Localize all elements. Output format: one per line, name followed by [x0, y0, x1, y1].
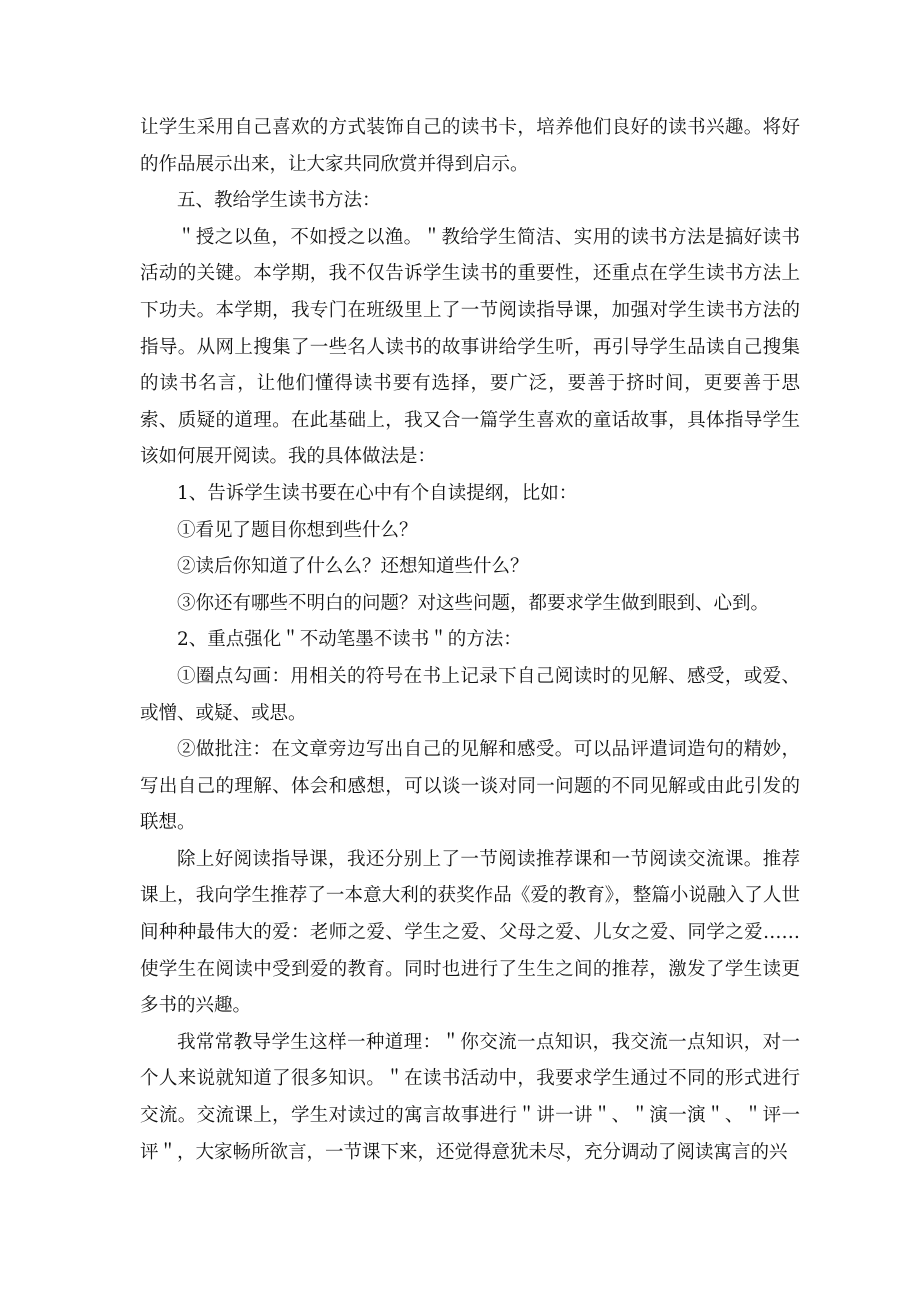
paragraph-exchange-class: 我常常教导学生这样一种道理：＂你交流一点知识，我交流一点知识，对一个人来说就知道了很多知识。＂在读书活动中，我要求学生通过不同的形式进行交流。交流课上，学生对读过的寓言故事进行＂讲一讲＂、＂演一演＂、＂评一评＂，大家畅所欲言，一节课下来，还觉得意犹未尽，充分调动了阅读寓言的兴 [140, 1031, 800, 1163]
list-heading-pen-reading: 2、重点强化＂不动笔墨不读书＂的方法： [177, 629, 522, 651]
paragraph-recommendation-class: 除上好阅读指导课，我还分别上了一节阅读推荐课和一节阅读交流课。推荐课上，我向学生推荐了一本意大利的获奖作品《爱的教育》，整篇小说融入了人世间种种最伟大的爱：老师之爱、学生之爱、父母之爱、儿女之爱、同学之爱……使学生在阅读中受到爱的教育。同时也进行了生生之间的推荐，激发了学生读更多书的兴趣。 [140, 848, 800, 1017]
list-item-questions: ③你还有哪些不明白的问题？对这些问题，都要求学生做到眼到、心到。 [177, 592, 770, 614]
paragraph-teach-fishing: ＂授之以鱼，不如授之以渔。＂教给学生简洁、实用的读书方法是搞好读书活动的关键。本学期，我不仅告诉学生读书的重要性，还重点在学生读书方法上下功夫。本学期，我专门在班级里上了一节阅读指导课，加强对学生读书方法的指导。从网上搜集了一些名人读书的故事讲给学生听，再引导学生品读自己搜集的读书名言，让他们懂得读书要有选择，要广泛，要善于挤时间，更要善于思索、质疑的道理。在此基础上，我又合一篇学生喜欢的童话故事，具体指导学生该如何展开阅读。我的具体做法是： [140, 226, 800, 468]
paragraph-reading-card: 让学生采用自己喜欢的方式装饰自己的读书卡，培养他们良好的读书兴趣。将好的作品展示出来，让大家共同欣赏并得到启示。 [140, 117, 800, 175]
list-item-annotation: ②做批注：在文章旁边写出自己的见解和感受。可以品评遣词造句的精妙，写出自己的理解、体会和感想，可以谈一谈对同一问题的不同见解或由此引发的联想。 [140, 739, 800, 834]
list-heading-reading-outline: 1、告诉学生读书要在心中有个自读提纲，比如： [177, 482, 578, 504]
list-item-marking: ①圈点勾画：用相关的符号在书上记录下自己阅读时的见解、感受，或爱、或憎、或疑、或思。 [140, 665, 800, 724]
list-item-after-reading: ②读后你知道了什么么？还想知道些什么？ [177, 556, 529, 578]
document-body [140, 110, 800, 1171]
list-item-title-thoughts: ①看见了题目你想到些什么？ [177, 519, 418, 541]
section-heading-reading-methods: 五、教给学生读书方法： [177, 190, 381, 212]
